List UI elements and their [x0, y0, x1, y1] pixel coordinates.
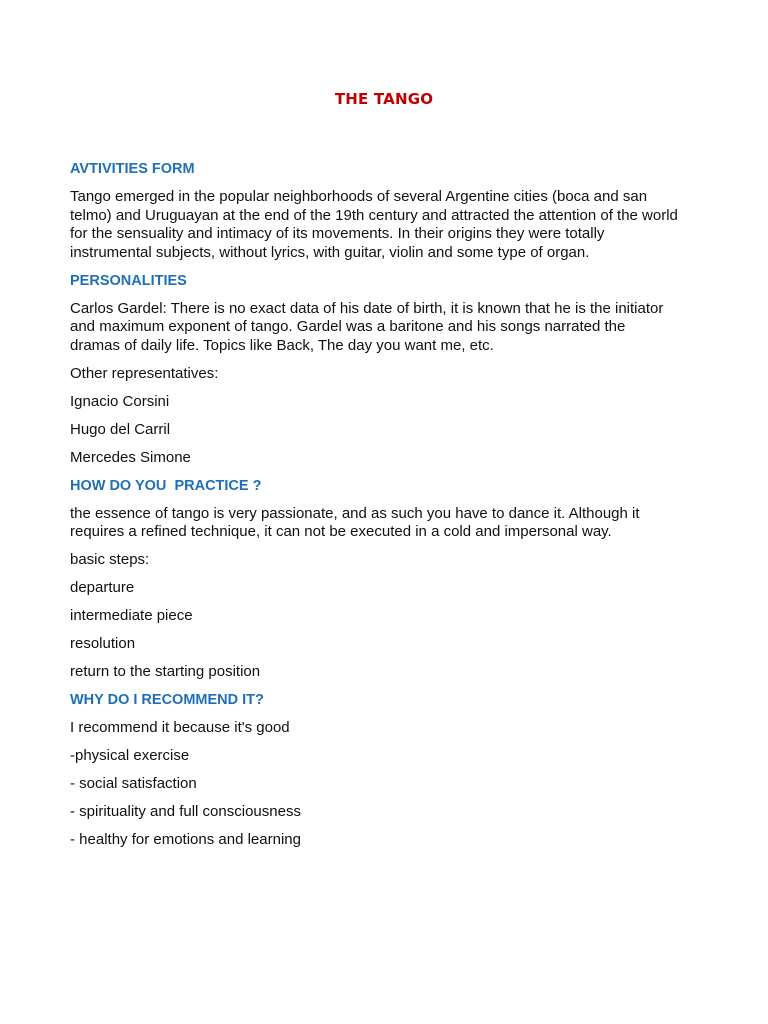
- paragraph-line: instrumental subjects, without lyrics, with guitar, violin and some type of organ.: [70, 243, 590, 261]
- list-item: Other representatives:: [70, 364, 219, 382]
- list-item: I recommend it because it's good: [70, 719, 290, 736]
- list-item: - healthy for emotions and learning: [70, 831, 301, 848]
- list-item: resolution: [70, 635, 136, 652]
- paragraph-line: Carlos Gardel: There is no exact data of his date of birth, it is known that he is the initiator: [70, 299, 664, 317]
- list-item: return to the starting position: [70, 663, 261, 680]
- paragraph-line: Tango emerged in the popular neighborhoods of several Argentine cities (boca and san: [70, 188, 648, 205]
- section-heading-personalities: PERSONALITIES: [70, 272, 187, 289]
- paragraph-line: dramas of daily life. Topics like Back, The day you want me, etc.: [70, 336, 494, 354]
- list-item: - spirituality and full consciousness: [70, 803, 301, 820]
- personalities-paragraph: [70, 300, 710, 356]
- list-item: basic steps:: [70, 551, 150, 568]
- document-body: [70, 160, 710, 859]
- section-heading-why-do-i-recommend-it: WHY DO I RECOMMEND IT?: [70, 692, 264, 708]
- list-item: Hugo del Carril: [70, 420, 171, 438]
- paragraph-line: requires a refined technique, it can not be executed in a cold and impersonal way.: [70, 523, 612, 540]
- list-item: -physical exercise: [70, 747, 190, 764]
- paragraph-line: telmo) and Uruguayan at the end of the 19th century and attracted the attention of the world: [70, 206, 678, 224]
- paragraph-line: for the sensuality and intimacy of its movements. In their origins they were totally: [70, 225, 605, 242]
- practice-paragraph: [70, 505, 710, 542]
- paragraph-line: the essence of tango is very passionate, and as such you have to dance it. Although it: [70, 504, 640, 522]
- list-item: Mercedes Simone: [70, 448, 191, 466]
- list-item: - social satisfaction: [70, 775, 197, 792]
- section-heading-how-do-you-practice: HOW DO YOU PRACTICE ?: [70, 477, 262, 494]
- list-item: intermediate piece: [70, 607, 193, 624]
- list-item: Ignacio Corsini: [70, 392, 170, 410]
- activities-form-paragraph: [70, 188, 710, 262]
- list-item: departure: [70, 579, 135, 596]
- page-title: THE TANGO: [334, 90, 434, 108]
- paragraph-line: and maximum exponent of tango. Gardel was a baritone and his songs narrated the: [70, 318, 626, 335]
- section-heading-activities-form: AVTIVITIES FORM: [70, 161, 195, 177]
